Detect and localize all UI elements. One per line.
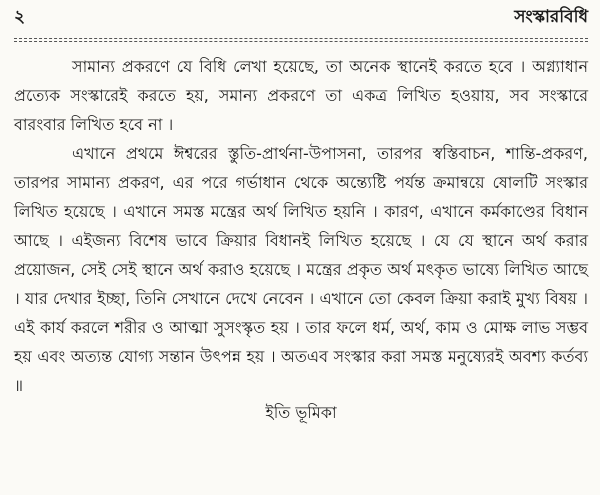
- header-divider: [14, 38, 588, 42]
- closing-line: ইতি ভূমিকা: [265, 403, 337, 422]
- running-title: সংস্কারবিধি: [514, 7, 588, 27]
- page-header: [14, 6, 588, 32]
- page-number: ২: [14, 7, 26, 27]
- page-body: [14, 52, 588, 400]
- paragraph-2: এখানে প্রথমে ঈশ্বরের স্তুতি-প্রার্থনা-উপাসনা, তারপর স্বস্তিবাচন, শান্তি-প্রকরণ, তারপর সামান্য প্রকরণ, এর পরে গর্ভাধান থেকে অন্ত্যেষ্টি পর্যন্ত ক্রমান্বয়ে ষোলটি সংস্কার লিখিত হয়েছে । এখানে সমস্ত মন্ত্রের অর্থ লিখিত হয়নি । কারণ, এখানে কর্মকাণ্ডের বিধান আছে । এইজন্য বিশেষ ভাবে ক্রিয়ার বিধানই লিখিত হয়েছে । যে যে স্থানে অর্থ করার প্রয়োজন, সেই সেই স্থানে অর্থ করাও হয়েছে । মন্ত্রের প্রকৃত অর্থ মৎকৃত ভাষ্যে লিখিত আছে । যার দেখার ইচ্ছা, তিনি সেখানে দেখে নেবেন । এখানে তো কেবল ক্রিয়া করাই মুখ্য বিষয় । এই কার্য করলে শরীর ও আত্মা সুসংস্কৃত হয় । তার ফলে ধর্ম, অর্থ, কাম ও মোক্ষ লাভ সম্ভব হয় এবং অত্যন্ত যোগ্য সন্তান উৎপন্ন হয় । অতএব সংস্কার করা সমস্ত মনুষ্যেরই অবশ্য কর্তব্য ॥: [14, 144, 588, 395]
- paragraph-1: সামান্য প্রকরণে যে বিধি লেখা হয়েছে, তা অনেক স্থানেই করতে হবে । অগ্ন্যাধান প্রত্যেক সংস্কারেই করতে হয়, সমান্য প্রকরণে তা একত্র লিখিত হওয়ায়, সব সংস্কারে বারংবার লিখিত হবে না ।: [14, 57, 588, 134]
